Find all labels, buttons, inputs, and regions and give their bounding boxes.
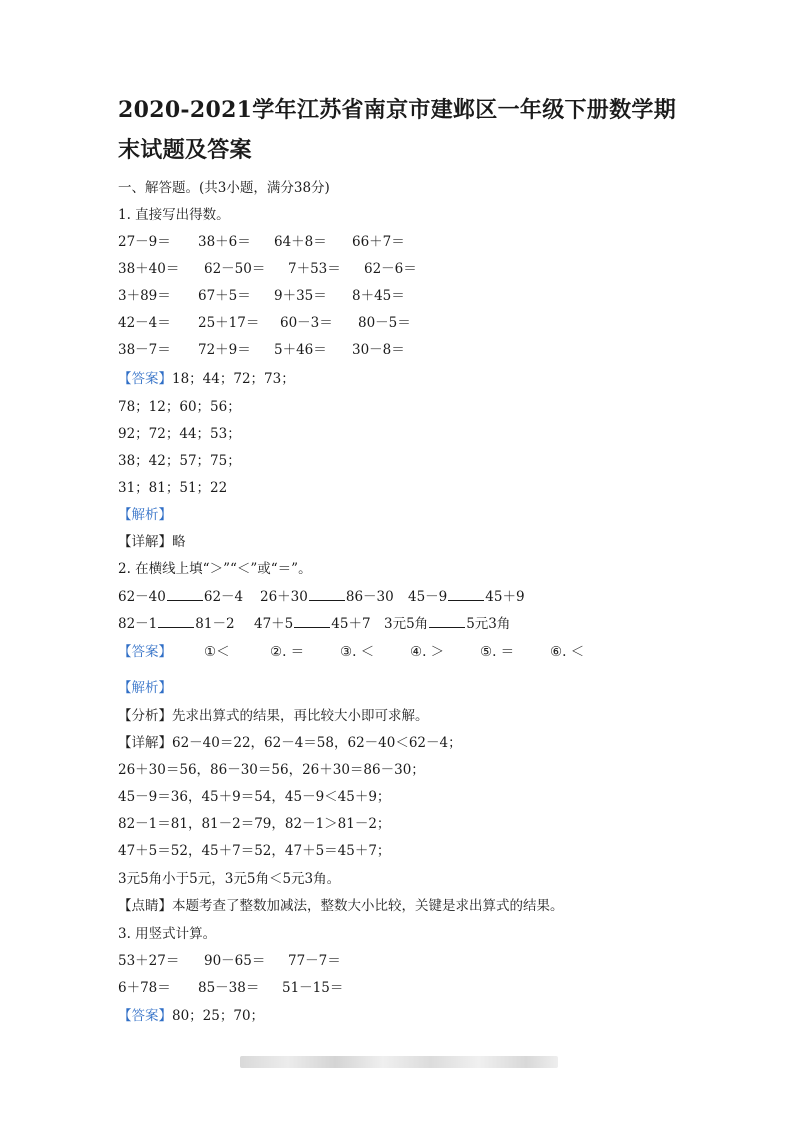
fill-blank <box>294 615 330 628</box>
footer-watermark-bar <box>240 1056 558 1068</box>
q1-answer-line: 38；42；57；75； <box>118 453 241 469</box>
q3-heading: 3. 用竖式计算。 <box>118 926 217 942</box>
fill-blank <box>448 588 484 601</box>
q1-expression: 25＋17＝ <box>198 315 260 331</box>
q2-comparison <box>384 614 510 634</box>
q1-analysis-tag: 【解析】 <box>118 507 172 523</box>
section-heading: 一、解答题。(共3小题，满分38分) <box>118 180 330 196</box>
q1-answer-line: 92；72；44；53； <box>118 426 241 442</box>
q3-expression: 6＋78＝ <box>118 980 171 996</box>
q2-right: 45＋9 <box>485 589 525 605</box>
q2-right: 81－2 <box>195 616 235 632</box>
q2-right: 86－30 <box>345 589 394 605</box>
fill-blank <box>158 615 194 628</box>
q1-expression: 80－5＝ <box>358 315 411 331</box>
q2-detail-line: 3元5角小于5元，3元5角＜5元3角。 <box>118 871 341 887</box>
fill-blank <box>167 588 203 601</box>
q3-expression: 77－7＝ <box>288 953 341 969</box>
q2-answer: ①＜ <box>204 644 230 660</box>
q3-expression: 90－65＝ <box>204 953 266 969</box>
q2-comparison <box>408 587 525 607</box>
q1-expression: 62－50＝ <box>204 261 266 277</box>
q1-answer-line: 78；12；60；56； <box>118 399 241 415</box>
answer-tag: 【答案】 <box>118 1008 172 1024</box>
q1-expression: 72＋9＝ <box>198 342 251 358</box>
q1-expression: 38＋6＝ <box>198 234 251 250</box>
q2-answer: ⑤. ＝ <box>480 644 515 660</box>
fenxi-text: 先求出算式的结果，再比较大小即可求解。 <box>172 708 429 724</box>
q3-answer <box>118 1006 264 1026</box>
q2-answer: ⑥. ＜ <box>550 644 585 660</box>
q2-answer: ③. ＜ <box>340 644 375 660</box>
q1-expression: 7＋53＝ <box>288 261 341 277</box>
q2-left: 26＋30 <box>260 589 308 605</box>
q1-expression: 5＋46＝ <box>274 342 327 358</box>
q2-answer: ②. ＝ <box>270 644 305 660</box>
q3-expression: 53＋27＝ <box>118 953 180 969</box>
q1-expression: 42－4＝ <box>118 315 171 331</box>
q1-expression: 67＋5＝ <box>198 288 251 304</box>
q1-expression: 3＋89＝ <box>118 288 171 304</box>
fill-blank <box>309 588 345 601</box>
fenxi-tag: 【分析】 <box>118 708 172 724</box>
q1-answer <box>118 369 295 389</box>
answer-tag: 【答案】 <box>118 644 172 660</box>
q2-right: 62－4 <box>203 589 244 605</box>
q2-detail <box>118 733 462 753</box>
page-title: 2020-2021学年江苏省南京市建邺区一年级下册数学期末试题及答案 <box>118 97 676 163</box>
q2-right: 5元3角 <box>466 616 511 632</box>
q1-expression: 60－3＝ <box>280 315 333 331</box>
q1-expression: 38－7＝ <box>118 342 171 358</box>
q2-detail-line: 82－1＝81，81－2＝79，82－1＞81－2； <box>118 816 391 832</box>
q2-dianjing <box>118 896 564 916</box>
q2-comparison <box>260 587 394 607</box>
detail-text: 略 <box>172 534 186 550</box>
q1-expression: 8＋45＝ <box>352 288 405 304</box>
answer-text: 18；44；72；73； <box>172 371 295 387</box>
answer-tag: 【答案】 <box>118 371 172 387</box>
q1-expression: 62－6＝ <box>364 261 417 277</box>
detail-tag: 【详解】 <box>118 735 172 751</box>
q2-detail-line: 26＋30＝56，86－30＝56，26＋30＝86－30； <box>118 762 425 778</box>
fill-blank <box>429 615 465 628</box>
q1-expression: 30－8＝ <box>352 342 405 358</box>
detail-tag: 【详解】 <box>118 534 172 550</box>
q2-analysis-tag: 【解析】 <box>118 680 172 696</box>
q2-comparison <box>254 614 371 634</box>
dianjing-text: 本题考查了整数加减法，整数大小比较，关键是求出算式的结果。 <box>172 898 564 914</box>
q2-comparison <box>118 614 235 634</box>
q2-comparison <box>118 587 243 607</box>
detail-text: 62－40＝22，62－4＝58，62－40＜62－4； <box>172 735 462 751</box>
q1-expression: 64＋8＝ <box>274 234 327 250</box>
q1-expression: 27－9＝ <box>118 234 171 250</box>
q2-fenxi <box>118 706 429 726</box>
q2-detail-line: 47＋5＝52，45＋7＝52，47＋5＝45＋7； <box>118 843 391 859</box>
q2-detail-line: 45－9＝36，45＋9＝54，45－9＜45＋9； <box>118 789 391 805</box>
q1-answer-line: 31；81；51；22 <box>118 480 228 496</box>
q2-left: 82－1 <box>118 616 158 632</box>
q2-right: 45＋7 <box>331 616 371 632</box>
q2-left: 47＋5 <box>254 616 294 632</box>
q1-expression: 66＋7＝ <box>352 234 405 250</box>
q2-answer: ④. ＞ <box>410 644 445 660</box>
q1-expression: 38＋40＝ <box>118 261 180 277</box>
q2-heading: 2. 在横线上填“＞”“＜”或“＝”。 <box>118 561 312 577</box>
q2-left: 45－9 <box>408 589 448 605</box>
q2-left: 62－40 <box>118 589 166 605</box>
q3-expression: 85－38＝ <box>198 980 260 996</box>
q1-expression: 9＋35＝ <box>274 288 327 304</box>
answer-text: 80；25；70； <box>172 1008 265 1024</box>
q1-detail <box>118 532 186 552</box>
q3-expression: 51－15＝ <box>282 980 344 996</box>
q1-heading: 1. 直接写出得数。 <box>118 207 230 223</box>
q2-left: 3元5角 <box>384 616 429 632</box>
dianjing-tag: 【点睛】 <box>118 898 172 914</box>
